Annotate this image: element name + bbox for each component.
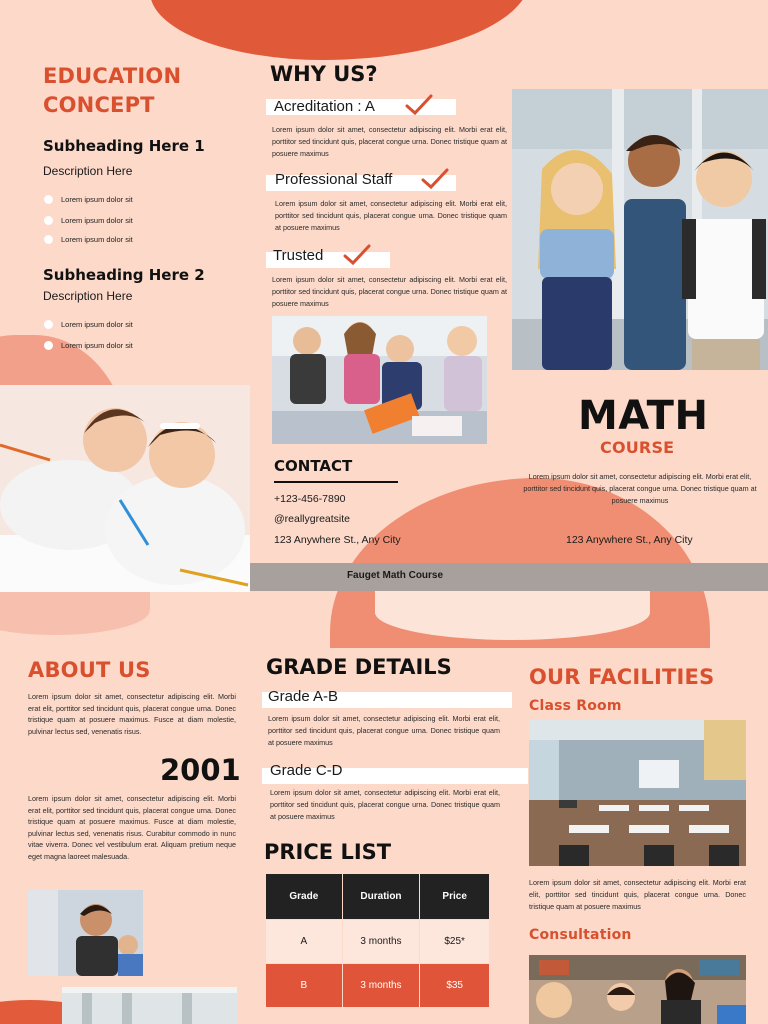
decorative-blob-top: [150, 0, 530, 60]
kids-drawing-photo: [0, 385, 250, 592]
contact-website[interactable]: @reallygreatsite: [274, 513, 351, 525]
bullet-item: Lorem ipsum dolor sit: [44, 235, 133, 244]
why-us-label: Professional Staff: [275, 171, 393, 188]
about-us-title: ABOUT US: [28, 658, 151, 682]
checkmark-icon: [342, 243, 372, 267]
about-us-history-text: Lorem ipsum dolor sit amet, consectetur adipiscing elit. Morbi erat elit, porttitor sed tincidunt quis, placerat congue urna. Donec tristique quam at posuere maximus. Fusce at diam molestie, pulvinar lectus sed, venenatis risus. Curabitur commodo in nunc vitae viverra. Donec vel vestibulum erat. Aliquam pretium neque eget magna laoreet malesuada.: [28, 794, 236, 861]
consultation-photo: [529, 955, 746, 1024]
course-subtitle: COURSE: [600, 438, 675, 457]
classroom-description: Lorem ipsum dolor sit amet, consectetur adipiscing elit. Morbi erat elit, porttitor sed tincidunt quis, placerat congue urna. Donec tristique quam at posuere maximus: [529, 878, 746, 911]
classroom-photo: [529, 720, 746, 866]
price-cell-price: $35: [420, 964, 490, 1008]
about-us-text: Lorem ipsum dolor sit amet, consectetur adipiscing elit. Morbi erat elit, porttitor sed tincidunt quis, placerat congue urna. Donec tristique quam at posuere maximus. Fusce at diam molestie, pulvinar lectus sed, venenatis risus.: [28, 692, 236, 736]
description-2: Description Here: [43, 289, 133, 303]
why-us-label: Acreditation : A: [274, 98, 375, 115]
facilities-title: OUR FACILITIES: [529, 665, 715, 689]
contact-title: CONTACT: [274, 457, 353, 475]
bullet-item: Lorem ipsum dolor sit: [44, 341, 133, 350]
students-photo: [512, 89, 768, 370]
kids-reading-photo: [272, 316, 487, 444]
price-list-title: PRICE LIST: [264, 840, 392, 864]
boy-classroom-photo: [28, 890, 143, 976]
table-row: [266, 964, 490, 1008]
math-description: Lorem ipsum dolor sit amet, consectetur adipiscing elit. Morbi erat elit, porttitor sed tincidunt quis, placerat congue urna. Donec tristique quam at posuere maximus: [523, 472, 757, 505]
subheading-1: Subheading Here 1: [43, 137, 205, 155]
education-concept-title: EDUCATION CONCEPT: [43, 64, 182, 117]
why-us-text: Lorem ipsum dolor sit amet, consectetur adipiscing elit. Morbi erat elit, porttitor sed tincidunt quis, placerat congue urna. Donec tristique quam at posuere maximus: [272, 275, 507, 308]
contact-address: 123 Anywhere St., Any City: [274, 534, 401, 546]
contact-phone[interactable]: +123-456-7890: [274, 493, 346, 505]
checkmark-icon: [420, 167, 450, 191]
price-cell-price: $25*: [420, 920, 490, 964]
price-cell-grade: B: [266, 964, 343, 1008]
table-row: [266, 920, 490, 964]
checkmark-icon: [404, 93, 434, 117]
math-address: 123 Anywhere St., Any City: [566, 534, 693, 546]
bullet-dot: [44, 235, 53, 244]
bullet-dot: [44, 341, 53, 350]
bullet-dot: [44, 195, 53, 204]
grade-description: Lorem ipsum dolor sit amet, consectetur adipiscing elit. Morbi erat elit, porttitor sed tincidunt quis, placerat congue urna. Donec tristique quam at posuere maximus: [268, 714, 500, 747]
bullet-dot: [44, 216, 53, 225]
grade-label: Grade A-B: [268, 688, 339, 705]
why-us-text: Lorem ipsum dolor sit amet, consectetur adipiscing elit. Morbi erat elit, porttitor sed tincidunt quis, placerat congue urna. Donec tristique quam at posuere maximus: [275, 199, 507, 232]
bullet-dot: [44, 320, 53, 329]
grade-description: Lorem ipsum dolor sit amet, consectetur adipiscing elit. Morbi erat elit, porttitor sed tincidunt quis, placerat congue urna. Donec tristique quam at posuere maximus: [270, 788, 500, 821]
price-cell-grade: A: [266, 920, 343, 964]
course-banner-text: Fauget Math Course: [346, 570, 444, 581]
why-us-title: WHY US?: [270, 62, 378, 86]
decorative-blob-mid-left: [0, 585, 150, 635]
bullet-item: Lorem ipsum dolor sit: [44, 216, 133, 225]
math-title: MATH: [578, 393, 709, 439]
consultation-heading: Consultation: [529, 927, 632, 943]
subheading-2: Subheading Here 2: [43, 266, 205, 284]
price-table-header: Grade: [266, 874, 343, 920]
contact-divider: [274, 481, 398, 483]
description-1: Description Here: [43, 164, 133, 178]
price-table-header: Duration: [342, 874, 420, 920]
classroom-heading: Class Room: [529, 698, 622, 714]
grade-details-title: GRADE DETAILS: [266, 655, 452, 679]
grade-label: Grade C-D: [270, 762, 343, 779]
school-building-photo: [62, 987, 237, 1024]
bullet-item: Lorem ipsum dolor sit: [44, 320, 133, 329]
why-us-label: Trusted: [273, 247, 324, 264]
why-us-text: Lorem ipsum dolor sit amet, consectetur adipiscing elit. Morbi erat elit, porttitor sed tincidunt quis, placerat congue urna. Donec tristique quam at posuere maximus: [272, 125, 507, 158]
price-cell-duration: 3 months: [342, 920, 420, 964]
price-table: [265, 873, 490, 1008]
bullet-item: Lorem ipsum dolor sit: [44, 195, 133, 204]
founding-year: 2001: [160, 753, 241, 787]
decorative-blob-bottom-center: [375, 585, 650, 640]
price-cell-duration: 3 months: [342, 964, 420, 1008]
price-table-header: Price: [420, 874, 490, 920]
